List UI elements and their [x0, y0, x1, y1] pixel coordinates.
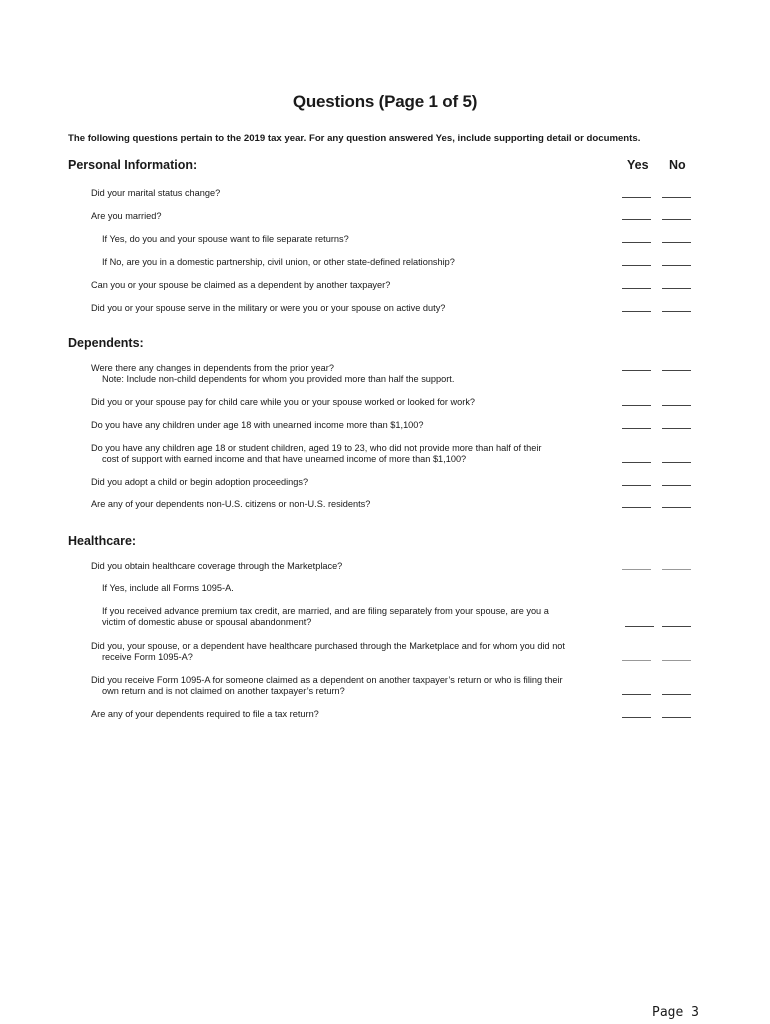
no-answer-line[interactable]	[662, 219, 691, 220]
question-instruction: If Yes, include all Forms 1095-A.	[102, 583, 234, 593]
no-answer-line[interactable]	[662, 405, 691, 406]
yes-answer-line[interactable]	[622, 311, 651, 312]
yes-answer-line[interactable]	[622, 485, 651, 486]
question-text: Are any of your dependents required to file a tax return?	[91, 709, 319, 719]
no-answer-line[interactable]	[662, 626, 691, 627]
yes-answer-line[interactable]	[622, 569, 651, 570]
page-title: Questions (Page 1 of 5)	[292, 92, 478, 111]
no-answer-line[interactable]	[662, 288, 691, 289]
no-answer-line[interactable]	[662, 717, 691, 718]
yes-answer-line[interactable]	[622, 507, 651, 508]
yes-answer-line[interactable]	[622, 405, 651, 406]
question-text: If Yes, do you and your spouse want to file separate returns?	[102, 234, 349, 244]
no-answer-line[interactable]	[662, 265, 691, 266]
yes-column-header: Yes	[627, 158, 649, 172]
question-text: Did you or your spouse serve in the military or were you or your spouse on active duty?	[91, 303, 446, 313]
question-text: cost of support with earned income and that have unearned income of more than $1,100?	[102, 454, 467, 464]
no-answer-line[interactable]	[662, 462, 691, 463]
yes-answer-line[interactable]	[622, 242, 651, 243]
question-text: Are any of your dependents non-U.S. citizens or non-U.S. residents?	[91, 499, 371, 509]
yes-answer-line[interactable]	[622, 717, 651, 718]
question-text: Do you have any children age 18 or student children, aged 19 to 23, who did not provide more than half of their	[91, 443, 542, 453]
question-text: If you received advance premium tax credit, are married, and are filing separately from your spouse, are you a	[102, 606, 549, 616]
yes-answer-line[interactable]	[622, 660, 651, 661]
section-title-healthcare: Healthcare:	[68, 534, 137, 548]
question-text: Did you obtain healthcare coverage through the Marketplace?	[91, 561, 343, 571]
question-text: Are you married?	[91, 211, 162, 221]
question-text: Did you adopt a child or begin adoption proceedings?	[91, 477, 309, 487]
yes-answer-line[interactable]	[622, 265, 651, 266]
question-text: victim of domestic abuse or spousal abandonment?	[102, 617, 312, 627]
yes-answer-line[interactable]	[622, 288, 651, 289]
question-text: Did you, your spouse, or a dependent have healthcare purchased through the Marketplace and for whom you did not	[91, 641, 565, 651]
yes-answer-line[interactable]	[622, 197, 651, 198]
yes-answer-line[interactable]	[622, 219, 651, 220]
question-text: If No, are you in a domestic partnership, civil union, or other state-defined relationship?	[102, 257, 455, 267]
section-title-personal: Personal Information:	[68, 158, 198, 172]
question-text: Can you or your spouse be claimed as a dependent by another taxpayer?	[91, 280, 391, 290]
section-title-dependents: Dependents:	[68, 336, 144, 350]
no-answer-line[interactable]	[662, 242, 691, 243]
yes-answer-line[interactable]	[625, 626, 654, 627]
question-text: receive Form 1095-A?	[102, 652, 193, 662]
page-number: Page 3	[652, 1005, 699, 1020]
question-note: Note: Include non-child dependents for whom you provided more than half the support.	[102, 374, 455, 384]
no-answer-line[interactable]	[662, 694, 691, 695]
no-answer-line[interactable]	[662, 660, 691, 661]
question-text: Did you or your spouse pay for child care while you or your spouse worked or looked for work?	[91, 397, 476, 407]
question-text: own return and is not claimed on another taxpayer’s return?	[102, 686, 345, 696]
no-answer-line[interactable]	[662, 197, 691, 198]
question-text: Were there any changes in dependents from the prior year?	[91, 363, 334, 373]
no-answer-line[interactable]	[662, 428, 691, 429]
no-answer-line[interactable]	[662, 311, 691, 312]
yes-answer-line[interactable]	[622, 462, 651, 463]
no-answer-line[interactable]	[662, 485, 691, 486]
question-text: Did you receive Form 1095-A for someone claimed as a dependent on another taxpayer’s return or who is filing their	[91, 675, 563, 685]
no-column-header: No	[669, 158, 686, 172]
yes-answer-line[interactable]	[622, 694, 651, 695]
yes-answer-line[interactable]	[622, 370, 651, 371]
yes-answer-line[interactable]	[622, 428, 651, 429]
question-text: Do you have any children under age 18 with unearned income more than $1,100?	[91, 420, 424, 430]
intro-text: The following questions pertain to the 2019 tax year. For any question answered Yes, include supporting detail or documents.	[68, 133, 641, 144]
question-text: Did your marital status change?	[91, 188, 221, 198]
no-answer-line[interactable]	[662, 507, 691, 508]
no-answer-line[interactable]	[662, 370, 691, 371]
no-answer-line[interactable]	[662, 569, 691, 570]
